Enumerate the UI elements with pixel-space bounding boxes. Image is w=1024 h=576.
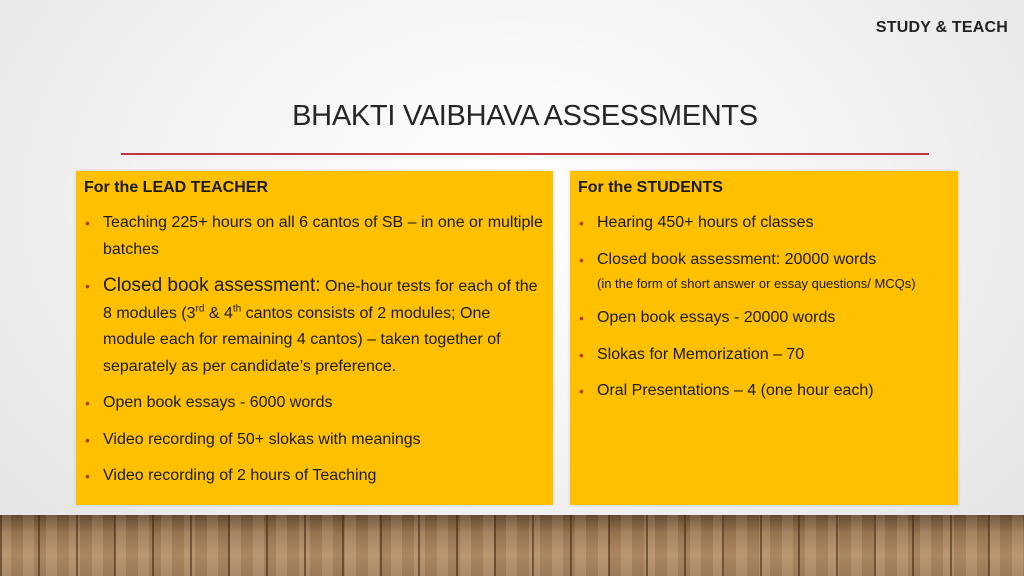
bullet-icon: • (85, 215, 90, 231)
superscript: th (232, 303, 242, 315)
bullet-icon: • (85, 431, 90, 448)
bullet-icon: • (85, 278, 90, 294)
item-text: & 4 (204, 304, 233, 322)
list-item (578, 305, 950, 332)
list-item (578, 378, 950, 405)
wooden-floor (0, 515, 1024, 576)
lead-teacher-panel (76, 171, 553, 505)
bullet-icon: • (85, 395, 90, 411)
heading-prefix: For the (84, 179, 143, 196)
bullet-icon: • (579, 215, 584, 231)
bullet-icon: • (85, 468, 90, 484)
bullet-icon: • (579, 383, 584, 399)
item-note: (in the form of short answer or essay questions/ MCQs) (597, 276, 916, 291)
item-text: Slokas for Memorization – 70 (597, 345, 805, 363)
item-lead: Closed book assessment: (103, 275, 321, 296)
title-divider (121, 153, 929, 155)
item-text: Open book essays - 20000 words (597, 309, 836, 326)
students-panel (570, 171, 958, 505)
list-item (84, 273, 545, 380)
item-text: Open book essays - 6000 words (103, 394, 333, 411)
students-heading (578, 179, 950, 197)
heading-prefix: For the (578, 179, 637, 196)
bullet-icon: • (579, 251, 584, 268)
list-item (578, 210, 950, 237)
list-item (84, 210, 545, 263)
item-text: Closed book assessment: 20000 words (597, 250, 877, 268)
list-item (578, 247, 950, 296)
lead-teacher-heading (84, 179, 545, 197)
item-text: Hearing 450+ hours of classes (597, 214, 814, 231)
list-item (84, 427, 545, 454)
item-text: Oral Presentations – 4 (one hour each) (597, 382, 874, 399)
heading-bold: STUDENTS (636, 179, 723, 196)
lead-teacher-list (84, 210, 545, 490)
list-item (84, 390, 545, 417)
slide-title: BHAKTI VAIBHAVA ASSESSMENTS (292, 100, 758, 132)
list-item (84, 463, 545, 490)
bullet-icon: • (579, 346, 584, 363)
item-text: One-hour tests for each of the 8 modules (3 (103, 278, 538, 322)
brand-label: STUDY & TEACH (875, 19, 1008, 36)
item-text: Video recording of 50+ slokas with meanings (103, 430, 421, 448)
item-text: Teaching 225+ hours on all 6 cantos of SB – in one or multiple batches (103, 214, 543, 258)
item-text: cantos consists of 2 modules; One module each for remaining 4 cantos) – taken together of separately as per candidate’s preference. (103, 304, 501, 375)
list-item (578, 342, 950, 369)
item-text: Video recording of 2 hours of Teaching (103, 467, 377, 484)
heading-bold: LEAD TEACHER (142, 179, 269, 196)
students-list (578, 210, 950, 405)
superscript: rd (195, 303, 205, 315)
bullet-icon: • (579, 310, 584, 326)
